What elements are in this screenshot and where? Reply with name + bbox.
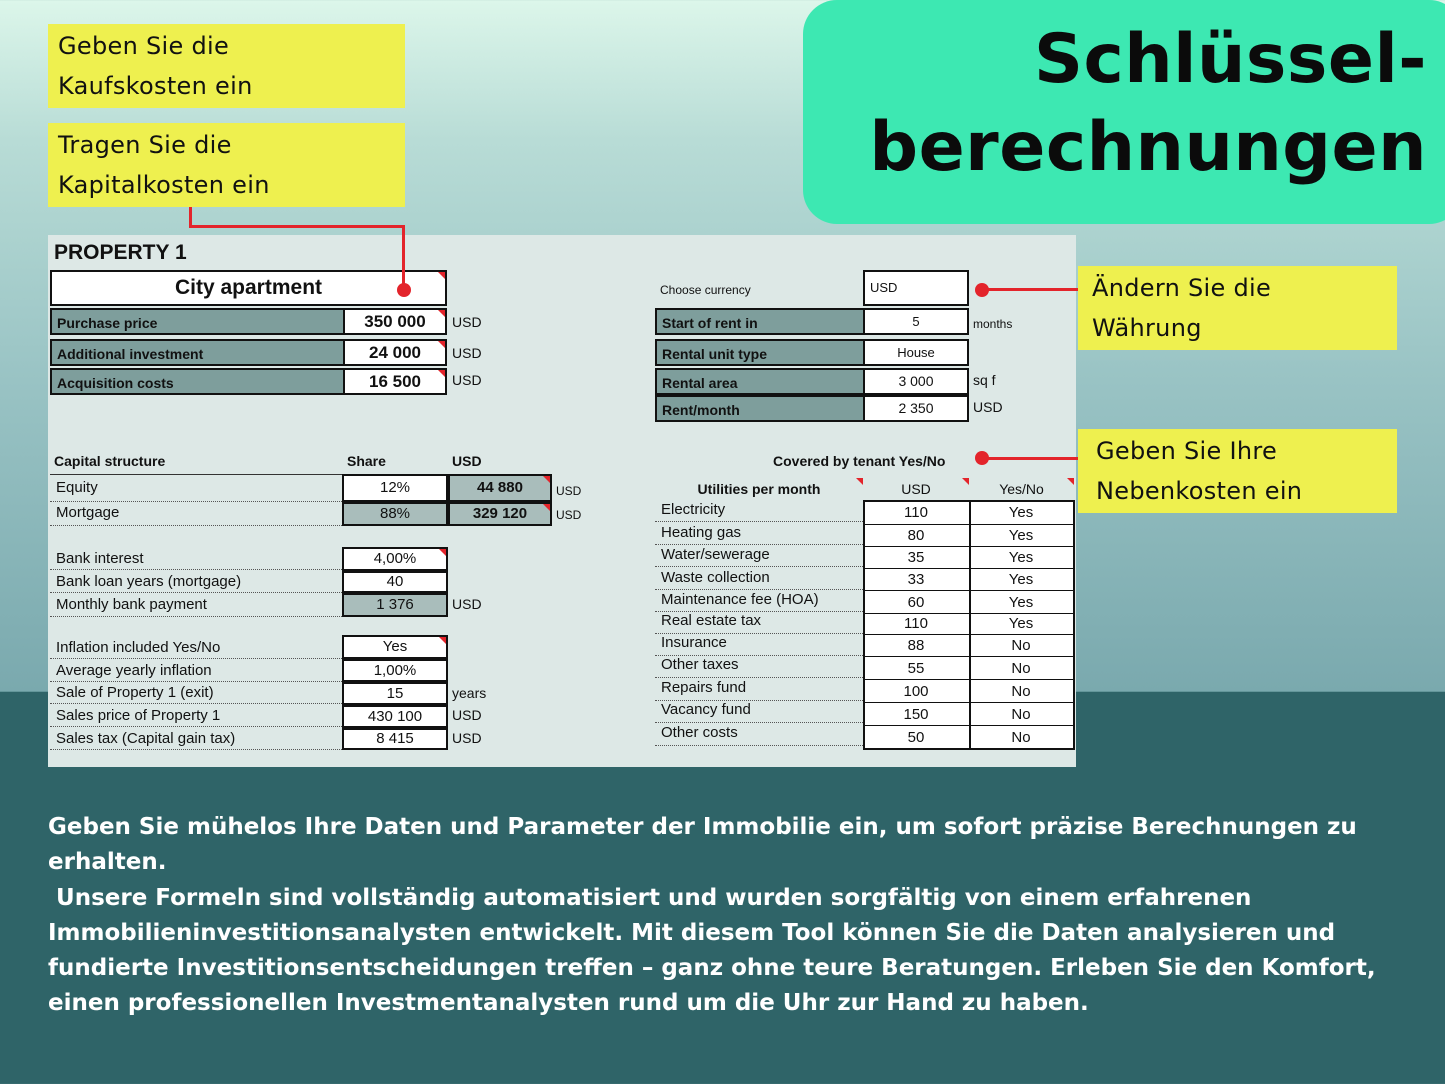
utility-usd-input[interactable]: 110 xyxy=(863,502,969,525)
utility-label: Insurance xyxy=(655,634,863,656)
note-utilities xyxy=(1078,429,1397,513)
callout-line-capital-v1 xyxy=(189,207,192,227)
purchase-price-input[interactable]: 350 000 xyxy=(343,308,447,335)
description-paragraph-2: Unsere Formeln sind vollständig automatisiert und wurden sorgfältig von einem erfahrenen Immobilieninvestitionsanalysten entwickelt. Mit diesem Tool können Sie die Daten analysieren und fundierte Investitionsentscheidungen treffen – ganz ohne teure Beratungen. Erleben Sie den Komfort, einen professionellen Investmentanalysten rund um die Uhr zur Hand zu haben. xyxy=(48,884,1384,1017)
note-capital xyxy=(48,123,405,207)
utility-label: Electricity xyxy=(655,500,863,522)
utility-label: Maintenance fee (HOA) xyxy=(655,590,863,612)
utilities-values xyxy=(863,500,1075,750)
average-inflation-input[interactable]: 1,00% xyxy=(342,659,448,682)
choose-currency-label: Choose currency xyxy=(660,283,751,297)
utility-covered-input[interactable]: Yes xyxy=(969,547,1073,569)
rental-area-unit: sq f xyxy=(973,372,996,388)
utility-label: Vacancy fund xyxy=(655,701,863,723)
inflation-included-label: Inflation included Yes/No xyxy=(50,636,342,659)
utility-covered-input[interactable]: No xyxy=(969,681,1073,703)
rent-month-input[interactable]: 2 350 xyxy=(863,395,969,422)
acquisition-costs-label: Acquisition costs xyxy=(50,368,343,395)
capital-header-rule xyxy=(50,474,342,475)
utility-usd-input[interactable]: 35 xyxy=(863,547,969,569)
note-purchase-line1: Geben Sie die xyxy=(58,32,230,60)
utility-usd-input[interactable]: 55 xyxy=(863,658,969,680)
start-of-rent-input[interactable]: 5 xyxy=(863,308,969,335)
utility-label: Real estate tax xyxy=(655,612,863,634)
rental-unit-type-input[interactable]: House xyxy=(863,339,969,366)
utility-label: Waste collection xyxy=(655,567,863,590)
utility-covered-input[interactable]: No xyxy=(1011,729,1031,746)
spreadsheet xyxy=(48,235,1076,767)
callout-line-currency xyxy=(983,288,1078,291)
property-name-cell[interactable]: City apartment xyxy=(50,270,447,306)
equity-usd-value: 44 880 xyxy=(448,474,552,502)
monthly-bank-payment-value: 1 376 xyxy=(342,593,448,617)
purchase-price-label: Purchase price xyxy=(50,308,343,335)
title-line-1: Schlüssel- xyxy=(1033,20,1427,99)
bank-loan-years-input[interactable]: 40 xyxy=(342,571,448,593)
sale-exit-label: Sale of Property 1 (exit) xyxy=(50,682,342,704)
note-capital-line1: Tragen Sie die xyxy=(58,131,232,159)
average-inflation-label: Average yearly inflation xyxy=(50,659,342,682)
additional-investment-label: Additional investment xyxy=(50,339,343,366)
utility-usd-input[interactable]: 50 xyxy=(907,729,925,746)
note-capital-line2: Kapitalkosten ein xyxy=(58,171,270,199)
note-currency xyxy=(1078,266,1397,350)
utility-label: Water/sewerage xyxy=(655,545,863,567)
utility-covered-input[interactable]: Yes xyxy=(969,592,1073,614)
sales-price-value: 430 100 xyxy=(342,705,448,728)
utility-label: Repairs fund xyxy=(655,678,863,701)
callout-dot-capital xyxy=(397,283,411,297)
utility-covered-input[interactable]: Yes xyxy=(969,569,1073,591)
rental-area-input[interactable]: 3 000 xyxy=(863,368,969,395)
share-header: Share xyxy=(347,453,386,469)
note-currency-line2: Währung xyxy=(1092,314,1202,342)
start-of-rent-unit: months xyxy=(973,317,1013,331)
utility-label: Other costs xyxy=(655,723,863,746)
utility-usd-input[interactable]: 150 xyxy=(863,704,969,726)
utility-covered-input[interactable]: Yes xyxy=(969,525,1073,547)
acquisition-costs-unit: USD xyxy=(452,372,482,388)
utility-covered-input[interactable]: No xyxy=(969,704,1073,726)
utility-label: Other taxes xyxy=(655,656,863,678)
utility-usd-input[interactable]: 100 xyxy=(863,681,969,703)
sales-tax-unit: USD xyxy=(452,730,482,746)
note-utilities-line2: Nebenkosten ein xyxy=(1096,477,1303,505)
equity-label: Equity xyxy=(50,476,342,502)
bank-interest-input[interactable]: 4,00% xyxy=(342,547,448,571)
utility-usd-input[interactable]: 110 xyxy=(863,614,969,635)
utility-covered-input[interactable]: No xyxy=(969,636,1073,657)
note-purchase-line2: Kaufskosten ein xyxy=(58,72,253,100)
sales-tax-value: 8 415 xyxy=(342,728,448,750)
note-currency-line1: Ändern Sie die xyxy=(1092,274,1272,302)
callout-line-utilities xyxy=(983,457,1078,460)
rental-unit-type-label: Rental unit type xyxy=(655,339,863,366)
utility-usd-input[interactable]: 88 xyxy=(863,636,969,657)
utility-usd-input[interactable]: 33 xyxy=(863,569,969,591)
monthly-bank-payment-unit: USD xyxy=(452,596,482,612)
callout-dot-currency xyxy=(975,283,989,297)
utility-covered-input[interactable]: Yes xyxy=(969,502,1073,525)
additional-investment-input[interactable]: 24 000 xyxy=(343,339,447,366)
monthly-bank-payment-label: Monthly bank payment xyxy=(50,593,342,617)
utilities-yesno-header: Yes/No xyxy=(969,478,1074,500)
start-of-rent-label: Start of rent in xyxy=(655,308,863,335)
sale-exit-unit: years xyxy=(452,685,487,701)
note-purchase xyxy=(48,24,405,108)
equity-unit: USD xyxy=(556,484,582,498)
additional-investment-unit: USD xyxy=(452,345,482,361)
utility-covered-input[interactable]: Yes xyxy=(969,614,1073,635)
mortgage-unit: USD xyxy=(556,508,582,522)
bank-interest-label: Bank interest xyxy=(50,548,342,570)
callout-line-capital-v2 xyxy=(402,225,405,290)
mortgage-usd-value: 329 120 xyxy=(448,502,552,526)
sales-tax-label: Sales tax (Capital gain tax) xyxy=(50,728,342,750)
purchase-price-unit: USD xyxy=(452,314,482,330)
utilities-header: Utilities per month xyxy=(655,478,863,500)
inflation-included-input[interactable]: Yes xyxy=(342,635,448,659)
utilities-usd-header: USD xyxy=(863,478,969,500)
utilities-label-column xyxy=(655,500,863,750)
bank-loan-years-label: Bank loan years (mortgage) xyxy=(50,571,342,593)
acquisition-costs-input[interactable]: 16 500 xyxy=(343,368,447,395)
note-utilities-line1: Geben Sie Ihre xyxy=(1096,437,1278,465)
rental-area-label: Rental area xyxy=(655,368,863,395)
rent-month-unit: USD xyxy=(973,399,1003,415)
covered-by-tenant-header: Covered by tenant Yes/No xyxy=(773,453,946,469)
utility-usd-input[interactable]: 60 xyxy=(863,592,969,614)
description-paragraph-1: Geben Sie mühelos Ihre Daten und Parameter der Immobilie ein, um sofort präzise Berechnungen zu erhalten. xyxy=(48,814,1357,876)
sale-exit-input[interactable]: 15 xyxy=(342,682,448,705)
title-line-2: berechnungen xyxy=(869,108,1427,187)
description xyxy=(48,810,1388,1022)
usd-header: USD xyxy=(452,453,482,469)
utility-usd-input[interactable]: 80 xyxy=(863,525,969,547)
callout-dot-utilities xyxy=(975,451,989,465)
utility-label: Heating gas xyxy=(655,522,863,545)
sales-price-label: Sales price of Property 1 xyxy=(50,705,342,727)
mortgage-share-value: 88% xyxy=(342,502,448,526)
utility-covered-input[interactable]: No xyxy=(969,658,1073,680)
currency-select[interactable]: USD xyxy=(863,270,969,306)
capital-structure-header: Capital structure xyxy=(54,453,166,469)
equity-share-input[interactable]: 12% xyxy=(342,474,448,502)
callout-line-capital-h xyxy=(189,225,405,228)
property-header: PROPERTY 1 xyxy=(54,241,187,264)
rent-month-label: Rent/month xyxy=(655,395,863,422)
sales-price-unit: USD xyxy=(452,707,482,723)
mortgage-label: Mortgage xyxy=(50,502,342,526)
title-card xyxy=(803,0,1445,224)
